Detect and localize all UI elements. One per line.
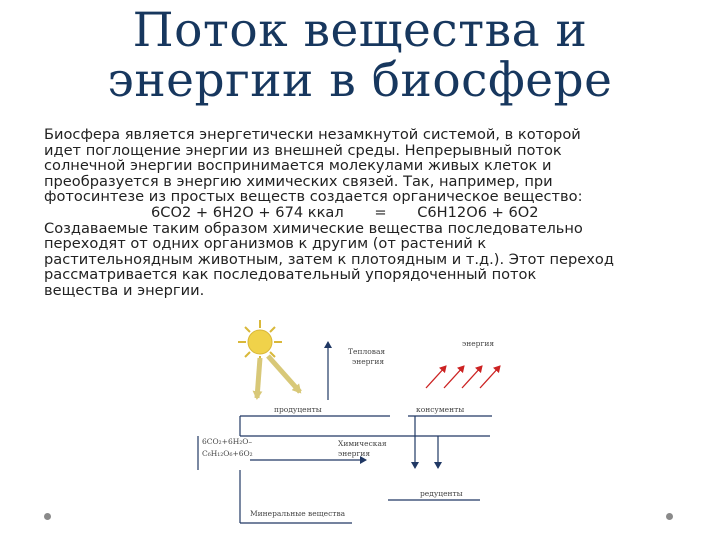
bullet-dot-left bbox=[44, 513, 51, 520]
energy-arrow-2 bbox=[444, 366, 464, 388]
photosynthesis-formula-1: 6CO₂+6H₂O– bbox=[202, 437, 253, 446]
sunlight-arrow-diagonal bbox=[268, 356, 300, 392]
energy-arrow-4 bbox=[480, 366, 500, 388]
mineral-substances-label: Минеральные вещества bbox=[250, 509, 346, 518]
photosynthesis-formula-2: C₆H₁₂O₆+6O₂ bbox=[202, 449, 253, 458]
body-line-5: фотосинтезе из простых веществ создается органическое вещество: bbox=[44, 188, 583, 206]
body-line-1: Биосфера является энергетически незамкнутой системой, в которой bbox=[44, 126, 581, 143]
chemical-energy-label-2: энергия bbox=[338, 449, 371, 458]
photosynthesis-equation bbox=[44, 205, 694, 221]
thermal-energy-label-1: Тепловая bbox=[348, 347, 386, 356]
bullet-dot-right bbox=[666, 513, 673, 520]
body-line-2: идет поглощение энергии из внешней среды. Непрерывный поток bbox=[44, 141, 562, 159]
equation-left: 6CO2 + 6H2O + 674 ккал bbox=[151, 203, 344, 221]
energy-flow-svg bbox=[190, 318, 530, 530]
body-line-7: переходят от одних организмов к другим (от растений к bbox=[44, 235, 487, 253]
thermal-energy-label-2: энергия bbox=[352, 357, 385, 366]
equation-sign: = bbox=[374, 203, 387, 221]
reducers-label: редуценты bbox=[420, 489, 463, 498]
energy-label: энергия bbox=[462, 339, 495, 348]
body-text bbox=[44, 127, 694, 299]
slide-title-line-1: Поток вещества и bbox=[132, 3, 588, 58]
body-line-3: солнечной энергии воспринимается молекулами живых клеток и bbox=[44, 157, 552, 175]
energy-arrow-3 bbox=[462, 366, 482, 388]
body-line-9: рассматривается как последовательный упорядоченный поток bbox=[44, 266, 537, 284]
slide-title-line-2: энергии в биосфере bbox=[107, 53, 613, 108]
energy-arrow-1 bbox=[426, 366, 446, 388]
body-line-4: преобразуется в энергию химических связей. Так, например, при bbox=[44, 172, 553, 190]
body-line-6: Создаваемые таким образом химические вещества последовательно bbox=[44, 219, 583, 237]
body-line-8: растительноядным животным, затем к плотоядным и т.д.). Этот переход bbox=[44, 250, 614, 268]
sunlight-arrow-down bbox=[257, 358, 260, 398]
slide-title bbox=[0, 3, 720, 108]
producers-label: продуценты bbox=[274, 405, 322, 414]
consumers-label: консументы bbox=[416, 405, 465, 414]
chemical-energy-label-1: Химическая bbox=[338, 439, 387, 448]
equation-right: C6H12O6 + 6O2 bbox=[417, 203, 539, 221]
body-line-10: вещества и энергии. bbox=[44, 281, 205, 299]
energy-flow-diagram bbox=[190, 318, 530, 534]
sun-icon bbox=[238, 320, 282, 364]
